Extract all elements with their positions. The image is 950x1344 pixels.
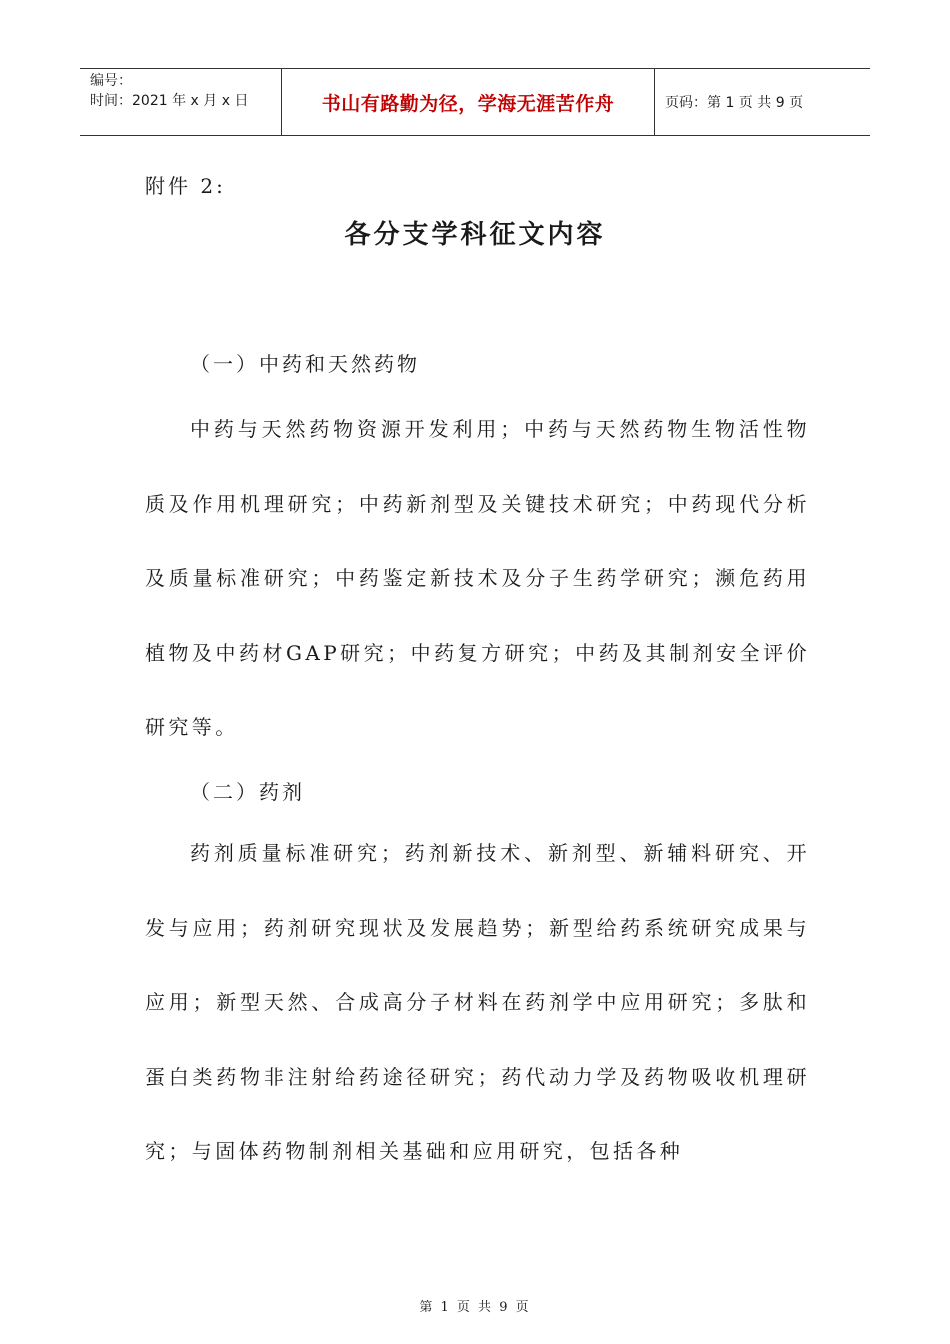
date-line: 时间：2021 年 x 月 x 日 bbox=[90, 93, 249, 109]
header-page-info: 页码：第 1 页 共 9 页 bbox=[665, 95, 804, 111]
header-motto-cell bbox=[282, 69, 655, 135]
section-body-2: 药剂质量标准研究；药剂新技术、新剂型、新辅料研究、开发与应用；药剂研究现状及发展趋势；新型给药系统研究成果与应用；新型天然、合成高分子材料在药剂学中应用研究；多肽和蛋白类药物非注射给药途径研究；药代动力学及药物吸收机理研究；与固体药物制剂相关基础和应用研究，包括各种 bbox=[145, 841, 810, 1163]
attachment-label: 附件 2: bbox=[145, 174, 226, 198]
header-motto: 书山有路勤为径，学海无涯苦作舟 bbox=[321, 92, 615, 115]
document-header bbox=[80, 68, 870, 136]
document-title: 各分支学科征文内容 bbox=[344, 220, 606, 250]
page-footer: 第 1 页 共 9 页 bbox=[419, 1300, 531, 1315]
section-heading-2: （二）药剂 bbox=[190, 780, 305, 804]
section-body-1: 中药与天然药物资源开发利用；中药与天然药物生物活性物质及作用机理研究；中药新剂型及关键技术研究；中药现代分析及质量标准研究；中药鉴定新技术及分子生药学研究；濒危药用植物及中药材GAP研究；中药复方研究；中药及其制剂安全评价研究等。 bbox=[145, 417, 810, 739]
header-meta bbox=[80, 69, 282, 135]
serial-number-label: 编号： bbox=[90, 73, 132, 89]
section-heading-1: （一）中药和天然药物 bbox=[190, 352, 420, 376]
